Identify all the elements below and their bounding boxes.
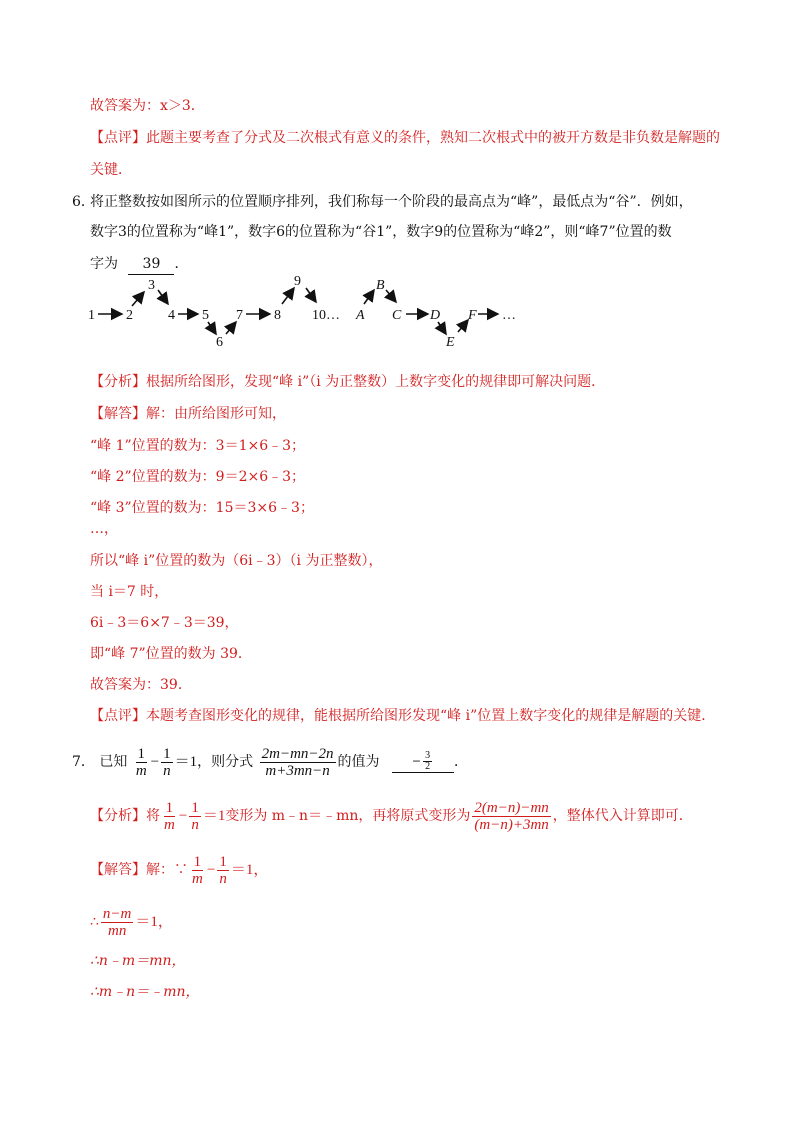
q6-stem-line-1: 将正整数按如图所示的位置顺序排列，我们称每一个阶段的最高点为“峰”，最低点为“谷”．例如， xyxy=(90,194,693,210)
arrow-d-e xyxy=(438,322,446,334)
q7-step-2 xyxy=(90,902,173,942)
q7-eq1-rhs: ＝1 xyxy=(174,754,198,770)
q6-stem-suffix: ． xyxy=(174,256,189,272)
q7-mid: ，则分式 xyxy=(197,754,254,770)
q6-stem-line-3 xyxy=(90,254,188,275)
q6-solution-line: 当 i＝7 时， xyxy=(90,584,169,600)
q7-sol-frac-1n: $\frac{1}{n}$ xyxy=(219,853,227,887)
fig-label-c: C xyxy=(392,308,402,323)
fig-label-3: 3 xyxy=(148,278,155,293)
q6-stem-line-2: 数字3的位置称为“峰1”，数字6的位置称为“谷1”，数字9的位置称为“峰2”，则“峰7”位置的数 xyxy=(90,224,672,240)
therefore-sign: ∴ xyxy=(90,914,99,930)
fig-label-10: 10… xyxy=(312,308,340,323)
q6-solution-line: …， xyxy=(90,521,118,537)
q7-an-eq-rhs: ＝1 xyxy=(202,808,226,824)
fig-label-a: A xyxy=(356,308,365,323)
q7-answer-blank: − $\frac{3}{2}$ xyxy=(392,751,454,773)
fig-label-e: E xyxy=(446,335,455,350)
q7-stem xyxy=(72,742,468,782)
fig-label-b: B xyxy=(376,278,385,293)
comment-line-1: 【点评】此题主要考查了分式及二次根式有意义的条件，熟知二次根式中的被开方数是非负数是解题的 xyxy=(90,130,720,146)
arrow-6-7 xyxy=(226,322,236,334)
fig-label-2: 2 xyxy=(126,308,133,323)
q6-solution-line: 6i﹣3＝6×7﹣3＝39， xyxy=(90,615,239,631)
q7-frac-1m: $\frac{1}{m}$ xyxy=(135,745,147,779)
fig-label-6: 6 xyxy=(216,335,223,350)
q7-solution-suffix: ＝1， xyxy=(230,862,269,878)
fig-label-1: 1 xyxy=(88,308,95,323)
q6-solution-line: “峰 2”位置的数为：9＝2×6﹣3； xyxy=(90,469,306,485)
fig-label-8: 8 xyxy=(274,308,281,323)
arrow-8-9 xyxy=(282,288,294,304)
minus-sign: − xyxy=(150,754,160,770)
comment-line-2: 关键． xyxy=(90,162,132,178)
q6-stem-prefix: 字为 xyxy=(90,256,118,272)
fig-label-9: 9 xyxy=(294,274,301,289)
fig-label-5: 5 xyxy=(202,308,209,323)
q6-analysis: 【分析】根据所给图形，发现“峰 i”（i 为正整数）上数字变化的规律即可解决问题． xyxy=(90,374,606,390)
arrow-a-b xyxy=(364,290,374,304)
minus-sign: − xyxy=(178,808,188,824)
arrow-5-6 xyxy=(208,322,216,334)
zigzag-figure xyxy=(80,274,540,354)
q7-analysis-fraction: $\frac{2(m-n)-mn}{(m-n)+3mn}$ xyxy=(474,799,549,833)
q6-solution-line: “峰 3”位置的数为：15＝3×6﹣3； xyxy=(90,500,314,516)
q6-solution-line: 所以“峰 i”位置的数为（6i﹣3）（i 为正整数）， xyxy=(90,553,383,569)
arrow-3-4 xyxy=(158,290,168,304)
arrow-2-3 xyxy=(132,292,144,306)
q7-sol-frac-1m: $\frac{1}{m}$ xyxy=(192,853,203,887)
fig-label-7: 7 xyxy=(236,308,243,323)
q7-solution xyxy=(90,850,268,890)
fig-label-4: 4 xyxy=(168,308,175,323)
q6-solution-line: 【解答】解：由所给图形可知， xyxy=(90,406,286,422)
minus-sign: − xyxy=(206,862,216,878)
q6-number: 6． xyxy=(72,194,95,210)
arrow-e-f xyxy=(458,320,468,332)
q7-frac-1n: $\frac{1}{n}$ xyxy=(163,745,171,779)
q7-step-3: ∴n﹣m＝mn， xyxy=(90,953,186,969)
q6-solution-line: 即“峰 7”位置的数为 39． xyxy=(90,646,252,662)
q6-answer-blank: 39 xyxy=(128,254,174,275)
q7-step2-suffix: ＝1， xyxy=(135,914,173,930)
q7-analysis xyxy=(90,796,693,836)
q7-step2-fraction: $\frac{n-m}{mn}$ xyxy=(102,905,132,939)
q7-solution-prefix: 【解答】解：∵ xyxy=(90,862,188,878)
q7-known: 已知 xyxy=(99,754,128,770)
answer-line: 故答案为：x＞3． xyxy=(90,98,205,114)
arrow-9-10 xyxy=(306,288,316,302)
q7-analysis-prefix: 【分析】将 xyxy=(90,808,160,824)
fig-label-d: D xyxy=(430,308,441,323)
arrow-b-c xyxy=(386,290,396,302)
q6-solution-line: “峰 1”位置的数为：3＝1×6﹣3； xyxy=(90,438,306,454)
q7-tail: 的值为 xyxy=(337,754,380,770)
fig-label-f: F xyxy=(468,308,477,323)
q7-analysis-mid: 变形为 m﹣n＝﹣mn，再将原式变形为 xyxy=(225,808,471,824)
q7-an-frac-1n: $\frac{1}{n}$ xyxy=(191,799,199,833)
q7-number: 7． xyxy=(72,754,95,770)
q7-tail-end: ． xyxy=(453,754,468,770)
q6-solution-line: 故答案为：39． xyxy=(90,677,192,693)
q7-main-fraction: $\frac{2m-mn-2n}{m+3mn-n}$ xyxy=(261,745,334,779)
fig-label-ellipsis: … xyxy=(502,308,516,323)
q7-an-frac-1m: $\frac{1}{m}$ xyxy=(164,799,175,833)
q6-comment: 【点评】本题考查图形变化的规律，能根据所给图形发现“峰 i”位置上数字变化的规律是解题的关键． xyxy=(90,708,716,724)
q7-step-4: ∴m﹣n＝﹣mn， xyxy=(90,984,200,1000)
q7-analysis-suffix: ，整体代入计算即可． xyxy=(552,808,693,824)
